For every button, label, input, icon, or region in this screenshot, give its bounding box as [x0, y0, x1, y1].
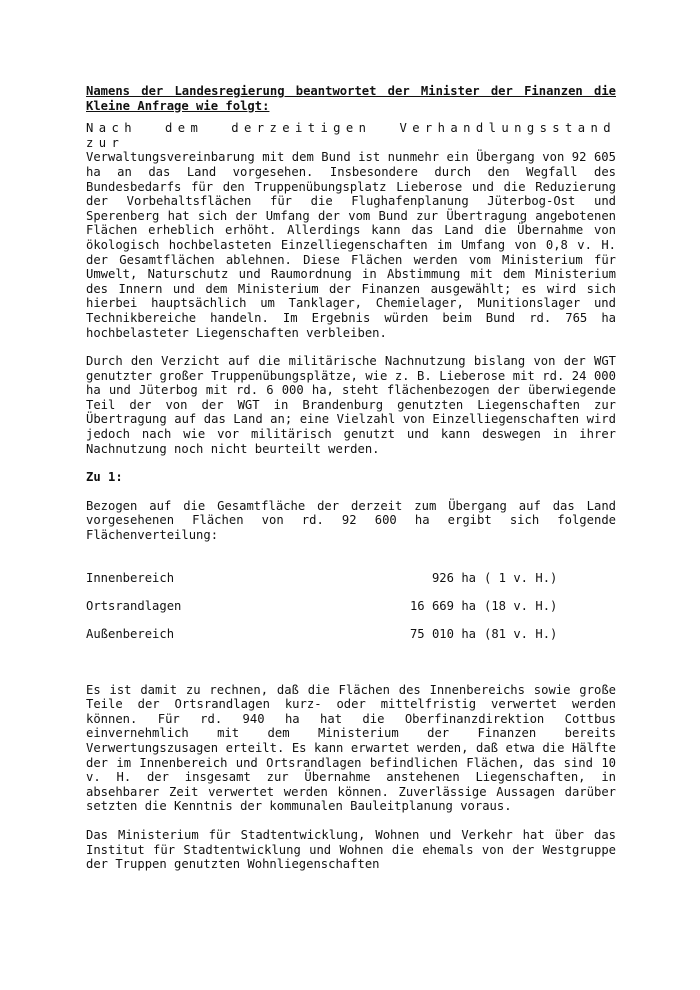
area-hectares: 926 ha [431, 570, 476, 585]
area-distribution-table [86, 571, 557, 655]
paragraph-2: Durch den Verzicht auf die militärische Nachnutzung bislang von der WGT genutzter großer Truppenübungsplätze, wie z. B. Lieberose mit rd. 24 000 ha und Jüterbog mit rd. 6 000 ha, steht flächenbezogen der überwiegende Teil der von der WGT in Brandenburg genutzten Liegenschaften zur Übertragung auf das Land an; eine Vielzahl von Einzelliegenschaften wird jedoch nach wie vor militärisch genutzt und kann deswegen in ihrer Nachnutzung noch nicht beurteilt werden. [86, 354, 616, 456]
paragraph-1-text: Verwaltungsvereinbarung mit dem Bund ist nunmehr ein Übergang von 92 605 ha an das Land vorgesehen. Insbesondere durch den Wegfall des Bundesbedarfs für den Truppenübungsplatz Lieberose und die Reduzierung der Vorbehaltsflächen für die Flughafenplanung Jüterbog-Ost und Sperenberg hat sich der Umfang der vom Bund zur Übertragung angebotenen Flächen erheblich erhöht. Allerdings kann das Land die Übernahme von ökologisch hochbelasteten Einzelliegenschaften im Umfang von 0,8 v. H. der Gesamtflächen ablehnen. Diese Flächen werden vom Ministerium für Umwelt, Naturschutz und Raumordnung in Abstimmung mit dem Ministerium des Innern und dem Ministerium der Finanzen ausgewählt; es wird sich hierbei hauptsächlich um Tanklager, Chemielager, Munitionslager und Technikbereiche handeln. Im Ergebnis würden beim Bund rd. 765 ha hochbelasteter Liegenschaften verbleiben. [86, 150, 616, 340]
paragraph-1 [86, 121, 616, 340]
table-row [86, 599, 557, 627]
area-hectares: 16 669 ha [409, 598, 476, 613]
area-label: Außenbereich [86, 626, 175, 641]
paragraph-1-first-line: Nach dem derzeitigen Verhandlungsstand zur [86, 121, 616, 150]
paragraph-4: Es ist damit zu rechnen, daß die Flächen des Innenbereichs sowie große Teile der Ortsrandlagen kurz- oder mittelfristig verwertet werden können. Für rd. 940 ha hat die Oberfinanzdirektion Cottbus einvernehmlich mit dem Ministerium der Finanzen bereits Verwertungszusagen erteilt. Es kann erwartet werden, daß etwa die Hälfte der im Innenbereich und Ortsrandlagen befindlichen Flächen, das sind 10 v. H. der insgesamt zur Übernahme anstehenen Liegenschaften, in absehbarer Zeit verwertet werden können. Zuverlässige Aussagen darüber setzten die Kenntnis der kommunalen Bauleitplanung voraus. [86, 682, 616, 814]
area-label: Innenbereich [86, 570, 175, 585]
area-percent: ( 1 v. H.) [484, 570, 558, 585]
area-percent: (18 v. H.) [484, 598, 558, 613]
paragraph-3: Bezogen auf die Gesamtfläche der derzeit zum Übergang auf das Land vorgesehenen Flächen von rd. 92 600 ha ergibt sich folgende Flächenverteilung: [86, 498, 616, 543]
document-heading: Namens der Landesregierung beantwortet der Minister der Finanzen die Kleine Anfrage wie folgt: [86, 84, 616, 113]
area-percent: (81 v. H.) [484, 626, 558, 641]
section-heading-zu-1: Zu 1: [86, 470, 123, 485]
table-row [86, 571, 557, 599]
area-label: Ortsrandlagen [86, 598, 182, 613]
area-hectares: 75 010 ha [409, 626, 476, 641]
document-page [86, 84, 616, 886]
paragraph-5: Das Ministerium für Stadtentwicklung, Wohnen und Verkehr hat über das Institut für Stadtentwicklung und Wohnen die ehemals von der Westgruppe der Truppen genutzten Wohnliegenschaften [86, 827, 616, 872]
table-row [86, 627, 557, 655]
